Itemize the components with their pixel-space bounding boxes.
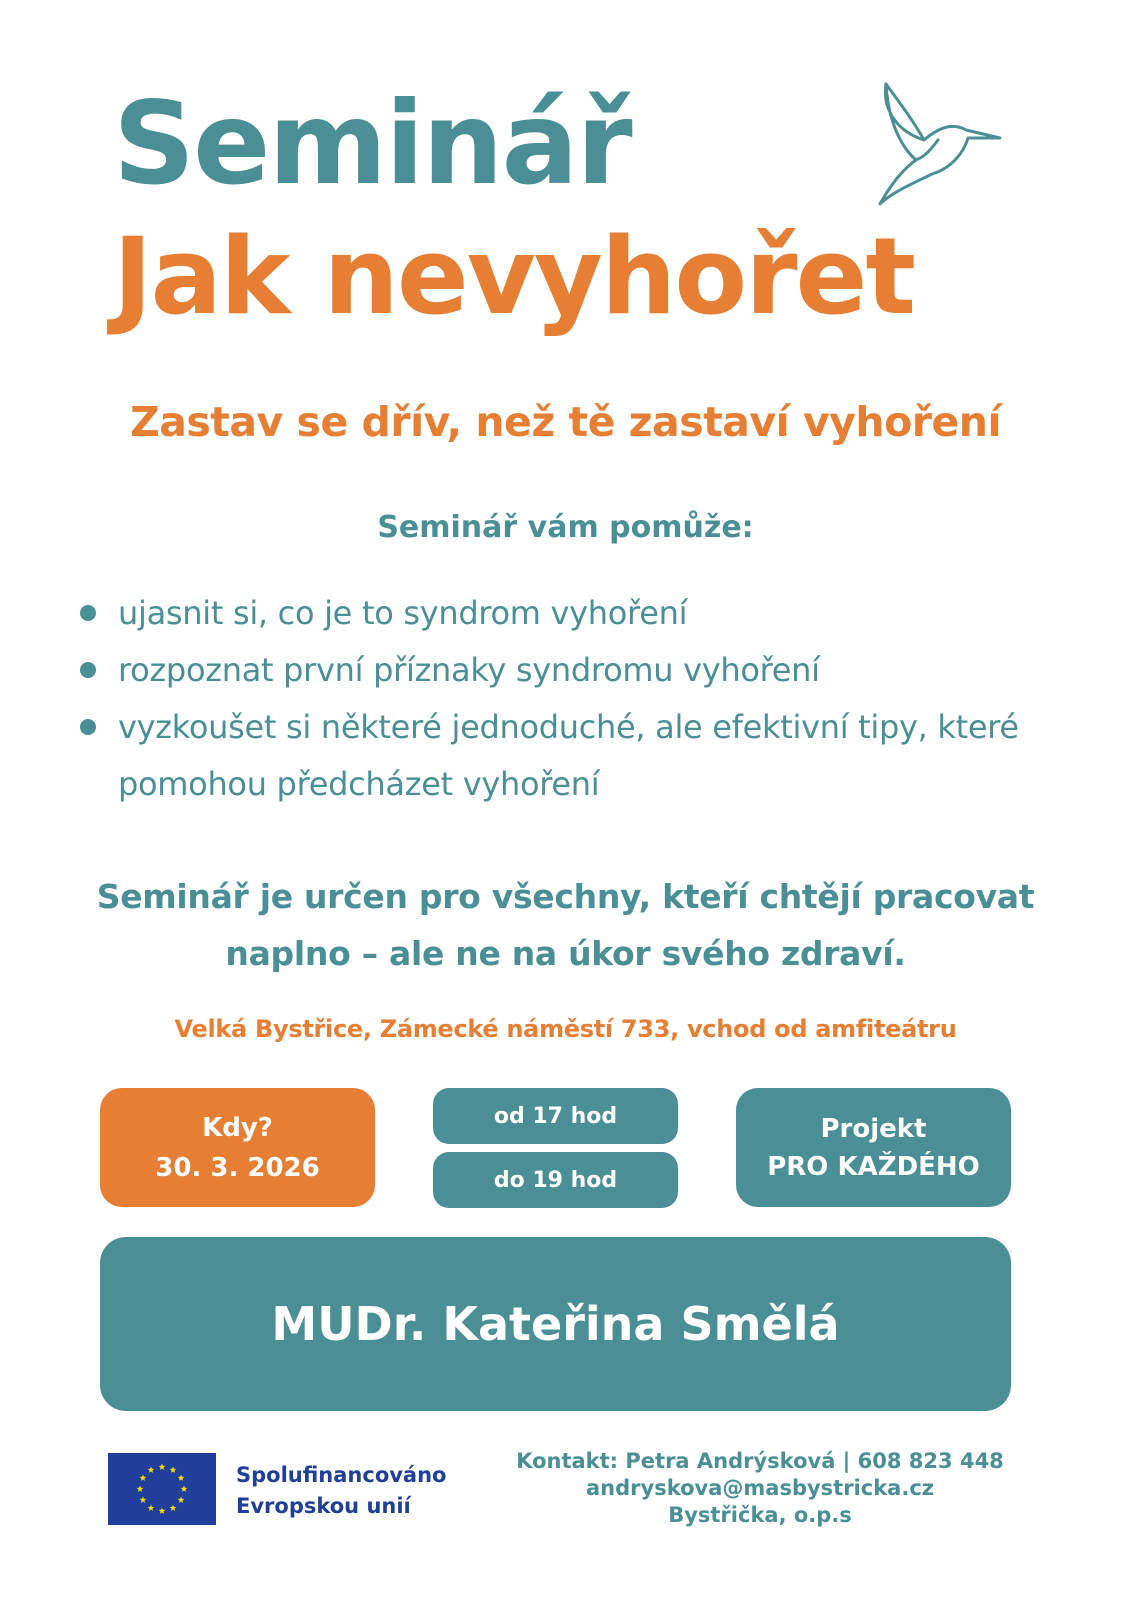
speaker-name: MUDr. Kateřina Smělá	[271, 1297, 840, 1351]
event-date: 30. 3. 2026	[155, 1152, 320, 1183]
title-line-1: Seminář	[113, 77, 631, 210]
end-time-box: do 19 hod	[433, 1152, 678, 1208]
date-box	[100, 1088, 375, 1207]
bullet-icon	[80, 719, 96, 735]
when-label: Kdy?	[202, 1112, 273, 1143]
hummingbird-icon	[872, 82, 1008, 212]
start-time-box: od 17 hod	[433, 1088, 678, 1144]
venue-address: Velká Bystřice, Zámecké náměstí 733, vchod od amfiteátru	[174, 1015, 957, 1043]
contact-email: andryskova@masbystricka.cz	[586, 1476, 934, 1500]
bullet-icon	[80, 662, 96, 678]
contact-person: Kontakt: Petra Andrýsková | 608 823 448	[516, 1449, 1004, 1473]
list-item: ujasnit si, co je to syndrom vyhoření	[80, 585, 1090, 642]
bullet-icon	[80, 605, 96, 621]
benefits-heading: Seminář vám pomůže:	[377, 510, 754, 545]
project-box: Projekt PRO KAŽDÉHO	[736, 1088, 1011, 1207]
audience-text: Seminář je určen pro všechny, kteří chtějí pracovat naplno – ale ne na úkor svého zdraví.	[96, 877, 1035, 973]
contact-organization: Bystřička, o.p.s	[668, 1503, 852, 1527]
benefits-list	[80, 585, 1090, 813]
title-line-2: Jak nevyhořet	[113, 215, 915, 338]
subtitle: Zastav se dřív, než tě zastaví vyhoření	[129, 398, 1002, 446]
contact-info	[510, 1448, 1010, 1529]
eu-flag-icon	[108, 1453, 216, 1525]
speaker-banner	[100, 1237, 1011, 1411]
list-item: rozpoznat první příznaky syndromu vyhoření	[80, 642, 1090, 699]
list-item: vyzkoušet si některé jednoduché, ale efektivní tipy, které pomohou předcházet vyhoření	[80, 699, 1090, 813]
cofunded-text: Spolufinancováno Evropskou unií	[236, 1463, 447, 1518]
